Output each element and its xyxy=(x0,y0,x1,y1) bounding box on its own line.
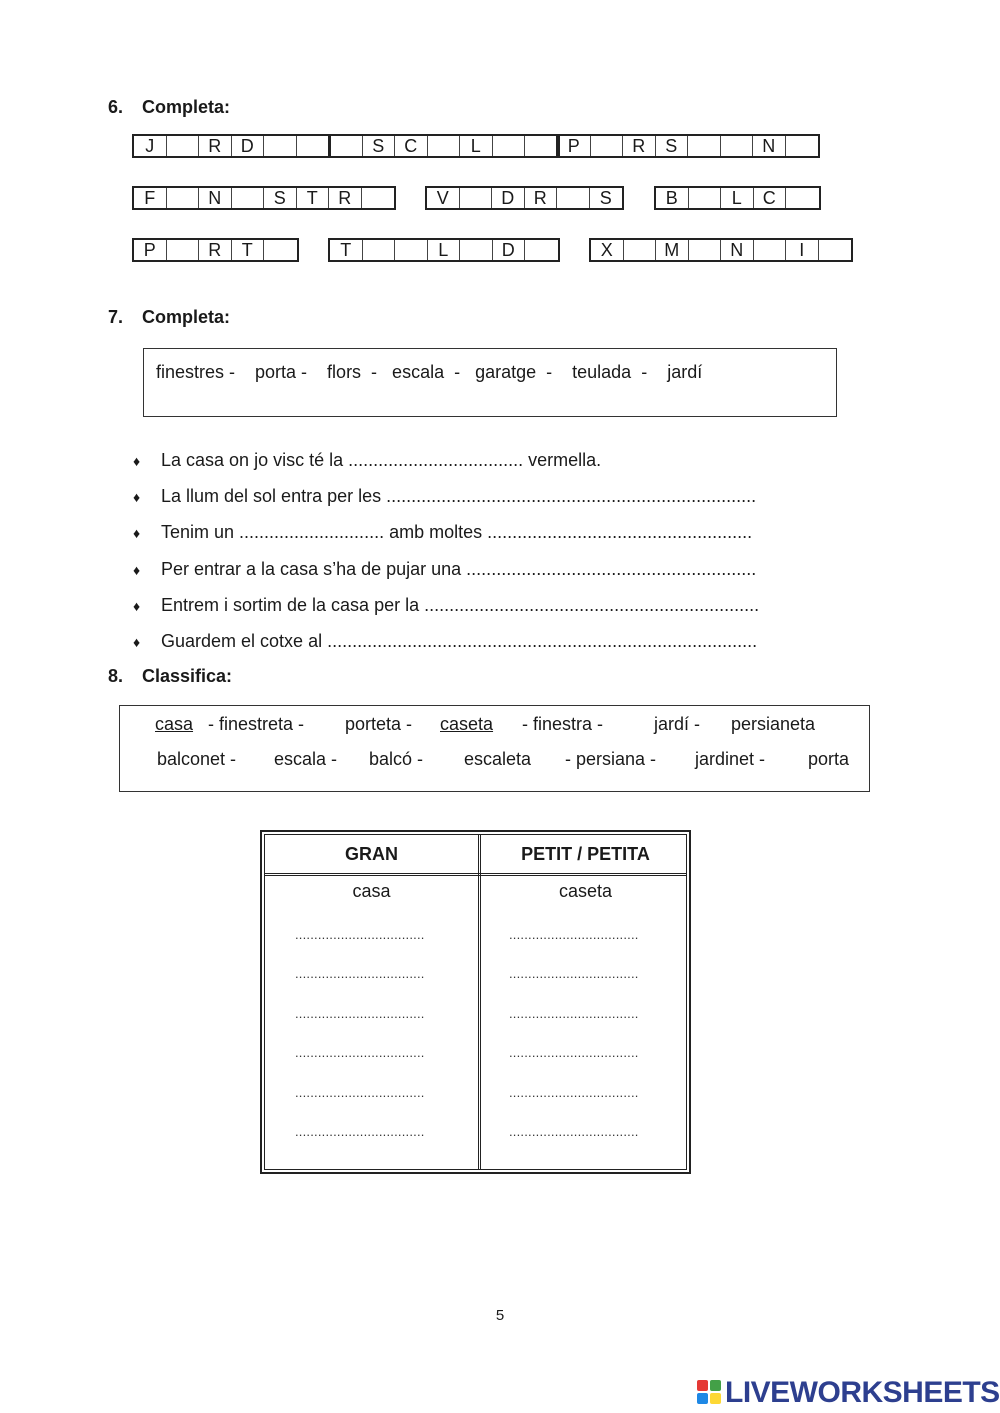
section-8-heading: 8. Classifica: xyxy=(108,666,233,686)
answer-blank[interactable]: .................................. xyxy=(509,1006,639,1021)
answer-blank[interactable]: .................................. xyxy=(509,1085,639,1100)
liveworksheets-logo xyxy=(697,1376,1000,1410)
word-bank-text: finestres - porta - flors - escala - garatge - teulada - jardí xyxy=(156,362,703,382)
logo-blocks-icon xyxy=(697,1380,723,1406)
example-cell-gran: casa xyxy=(352,881,391,901)
logo-text: LIVEWORKSHEETS xyxy=(725,1376,1000,1409)
letter-cell[interactable]: T xyxy=(297,188,330,208)
list-item: ♦ Entrem i sortim de la casa per la ................................................................... xyxy=(133,591,759,627)
letter-cell[interactable]: P xyxy=(558,136,591,156)
answer-blank[interactable]: .................................. xyxy=(509,1045,639,1060)
letter-cell[interactable] xyxy=(264,240,297,260)
letter-grid xyxy=(132,186,396,210)
letter-cell[interactable] xyxy=(330,136,363,156)
logo-block xyxy=(710,1380,721,1391)
letter-cell[interactable] xyxy=(786,136,819,156)
answer-blank[interactable]: .................................. xyxy=(509,927,639,942)
answer-blank[interactable]: .................................. xyxy=(295,1124,425,1139)
section-6-heading: 6. Completa: xyxy=(108,97,231,117)
letter-cell[interactable] xyxy=(460,240,493,260)
answer-blank[interactable]: .................................. xyxy=(295,927,425,942)
letter-cell[interactable]: R xyxy=(525,188,558,208)
diamond-bullet-icon: ♦ xyxy=(133,489,141,506)
letter-cell[interactable]: P xyxy=(134,240,167,260)
logo-block xyxy=(710,1393,721,1404)
answer-blank[interactable]: .................................. xyxy=(295,1006,425,1021)
logo-block xyxy=(697,1393,708,1404)
letter-cell[interactable] xyxy=(591,136,624,156)
letter-cell[interactable]: R xyxy=(199,240,232,260)
letter-cell[interactable] xyxy=(689,240,722,260)
letter-cell[interactable]: R xyxy=(623,136,656,156)
sentence-list xyxy=(133,446,759,663)
letter-cell[interactable] xyxy=(557,188,590,208)
letter-cell[interactable] xyxy=(525,136,558,156)
letter-grid xyxy=(328,134,560,158)
answer-blank[interactable]: .................................. xyxy=(295,1085,425,1100)
example-cell-petit: caseta xyxy=(558,881,613,901)
letter-grid xyxy=(654,186,821,210)
list-item: ♦ Tenim un ............................. amb moltes ..................................................... xyxy=(133,518,759,554)
letter-grid xyxy=(132,238,299,262)
letter-cell[interactable]: L xyxy=(460,136,493,156)
letter-cell[interactable] xyxy=(232,188,265,208)
letter-grid xyxy=(132,134,331,158)
letter-cell[interactable] xyxy=(167,188,200,208)
letter-grid xyxy=(328,238,560,262)
letter-cell[interactable]: B xyxy=(656,188,689,208)
letter-cell[interactable] xyxy=(264,136,297,156)
letter-cell[interactable] xyxy=(167,240,200,260)
letter-cell[interactable] xyxy=(624,240,657,260)
letter-cell[interactable]: C xyxy=(754,188,787,208)
diamond-bullet-icon: ♦ xyxy=(133,561,141,578)
letter-cell[interactable]: D xyxy=(492,188,525,208)
letter-cell[interactable]: S xyxy=(363,136,396,156)
page-number: 5 xyxy=(495,1307,505,1324)
section-7-heading: 7. Completa: xyxy=(108,307,231,327)
letter-cell[interactable]: T xyxy=(232,240,265,260)
letter-cell[interactable] xyxy=(363,240,396,260)
letter-cell[interactable]: D xyxy=(232,136,265,156)
letter-cell[interactable]: V xyxy=(427,188,460,208)
answer-blank[interactable]: .................................. xyxy=(295,966,425,981)
letter-cell[interactable] xyxy=(297,136,330,156)
diamond-bullet-icon: ♦ xyxy=(133,525,141,542)
letter-cell[interactable]: L xyxy=(721,188,754,208)
diamond-bullet-icon: ♦ xyxy=(133,453,141,469)
letter-cell[interactable] xyxy=(395,240,428,260)
letter-cell[interactable]: N xyxy=(753,136,786,156)
letter-cell[interactable]: T xyxy=(330,240,363,260)
letter-cell[interactable] xyxy=(362,188,395,208)
list-item: ♦ Per entrar a la casa s’ha de pujar una .......................................................... xyxy=(133,555,759,591)
letter-cell[interactable] xyxy=(786,188,819,208)
letter-grid xyxy=(425,186,624,210)
answer-blank[interactable]: .................................. xyxy=(509,966,639,981)
letter-cell[interactable] xyxy=(754,240,787,260)
diamond-bullet-icon: ♦ xyxy=(133,597,141,614)
letter-cell[interactable]: X xyxy=(591,240,624,260)
letter-cell[interactable] xyxy=(688,136,721,156)
column-header-petit: PETIT / PETITA xyxy=(521,844,650,864)
list-item: ♦ Guardem el cotxe al ...................................................................................... xyxy=(133,627,759,663)
letter-cell[interactable] xyxy=(721,136,754,156)
letter-cell[interactable] xyxy=(819,240,852,260)
column-header-gran: GRAN xyxy=(345,844,398,864)
letter-cell[interactable] xyxy=(689,188,722,208)
letter-cell[interactable] xyxy=(167,136,200,156)
classify-table xyxy=(260,830,691,1174)
letter-cell[interactable]: F xyxy=(134,188,167,208)
letter-cell[interactable]: S xyxy=(264,188,297,208)
letter-cell[interactable] xyxy=(428,136,461,156)
letter-cell[interactable] xyxy=(493,136,526,156)
letter-cell[interactable]: C xyxy=(395,136,428,156)
answer-blank[interactable]: .................................. xyxy=(295,1045,425,1060)
list-item: ♦ La llum del sol entra per les .......................................................................... xyxy=(133,482,759,518)
letter-grid xyxy=(556,134,820,158)
letter-cell[interactable]: S xyxy=(599,188,612,208)
letter-cell[interactable]: J xyxy=(134,136,167,156)
letter-cell[interactable]: D xyxy=(493,240,526,260)
letter-cell[interactable] xyxy=(525,240,558,260)
letter-cell[interactable]: L xyxy=(428,240,461,260)
letter-grid xyxy=(589,238,853,262)
table-inner-frame xyxy=(264,834,687,1170)
letter-cell[interactable] xyxy=(460,188,493,208)
letter-cell[interactable]: M xyxy=(656,240,689,260)
logo-block xyxy=(697,1380,708,1391)
letter-cell[interactable]: R xyxy=(329,188,362,208)
answer-blank[interactable]: .................................. xyxy=(509,1124,639,1139)
diamond-bullet-icon: ♦ xyxy=(133,633,141,650)
letter-cell[interactable]: N xyxy=(199,188,232,208)
letter-cell[interactable]: N xyxy=(721,240,754,260)
letter-cell[interactable]: R xyxy=(199,136,232,156)
header-divider xyxy=(265,873,686,876)
letter-cell[interactable]: I xyxy=(786,240,819,260)
list-item: ♦ La casa on jo visc té la ................................... vermella. xyxy=(133,446,759,482)
letter-cell[interactable]: S xyxy=(656,136,689,156)
word-bank-box xyxy=(143,348,837,417)
